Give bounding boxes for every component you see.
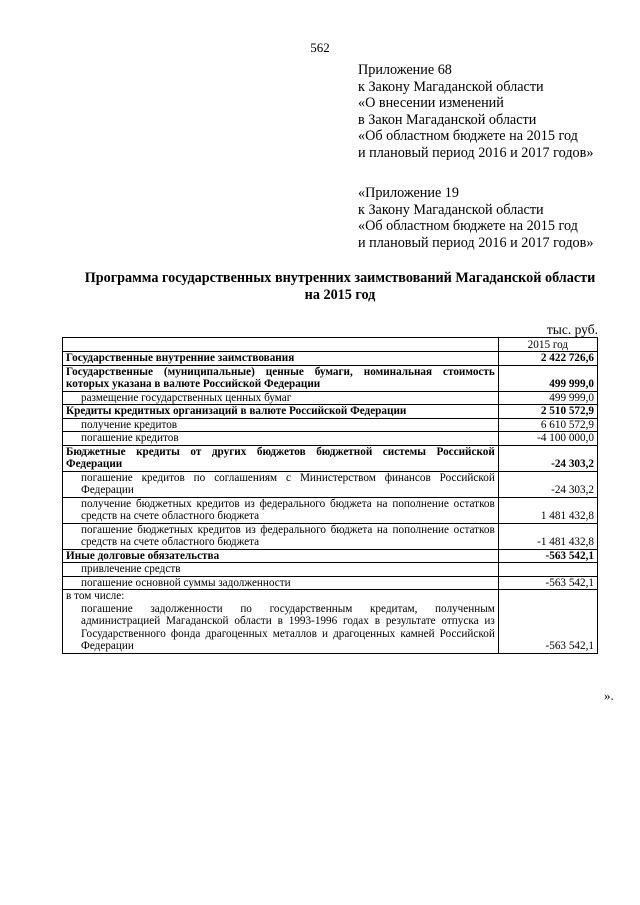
row-value: -24 303,2 <box>498 471 597 497</box>
appendix-line: «Об областном бюджете на 2015 год <box>358 128 578 144</box>
row-name: получение кредитов <box>63 418 499 432</box>
table-row <box>63 352 598 366</box>
table-row <box>63 432 598 446</box>
table-header-empty <box>63 338 499 352</box>
row-name: Бюджетные кредиты от других бюджетов бюджетной системы Российской Федерации <box>63 445 499 471</box>
appendix-line: «Приложение 19 <box>358 185 459 201</box>
row-intro: в том числе: <box>66 590 125 602</box>
row-value: -4 100 000,0 <box>498 432 597 446</box>
table-row <box>63 523 598 549</box>
row-value: 499 999,0 <box>498 365 597 391</box>
table-row <box>63 563 598 577</box>
row-name-compound <box>63 590 499 654</box>
units-label: тыс. руб. <box>546 322 598 337</box>
row-name: погашение кредитов <box>63 432 499 446</box>
table-row <box>63 445 598 471</box>
row-name: погашение бюджетных кредитов из федерального бюджета на пополнение остатков средств на счете областного бюджета <box>63 523 499 549</box>
appendix-line: в Закон Магаданской области <box>358 111 537 128</box>
row-name: Государственные внутренние заимствования <box>63 352 499 366</box>
row-value: -563 542,1 <box>498 576 597 590</box>
table-row <box>63 497 598 523</box>
table-header-year: 2015 год <box>498 338 597 352</box>
appendix-68-header <box>358 62 593 161</box>
row-name: Кредиты кредитных организаций в валюте Российской Федерации <box>63 405 499 419</box>
table-row <box>63 418 598 432</box>
row-name: погашение основной суммы задолженности <box>63 576 499 590</box>
appendix-line: и плановый период 2016 и 2017 годов» <box>358 144 594 161</box>
row-name: погашение задолженности по государственным кредитам, полученным администрацией Магаданской области в 1993-1996 годах в результате отпуска из Государственного фонда драгоценных металлов и драгоценных камней Российской Федерации <box>81 602 495 652</box>
table-row <box>63 576 598 590</box>
page-number: 562 <box>310 40 330 55</box>
row-value <box>498 563 597 577</box>
row-name: получение бюджетных кредитов из федерального бюджета на пополнение остатков средств на счете областного бюджета <box>63 497 499 523</box>
row-value: 2 510 572,9 <box>498 405 597 419</box>
title-line: на 2015 год <box>304 287 376 303</box>
row-value: 499 999,0 <box>498 391 597 405</box>
row-value: 1 481 432,8 <box>498 497 597 523</box>
row-value: 2 422 726,6 <box>498 352 597 366</box>
row-value: 6 610 572,9 <box>498 418 597 432</box>
appendix-line: к Закону Магаданской области <box>358 78 544 95</box>
appendix-line: «Об областном бюджете на 2015 год <box>358 218 578 234</box>
borrowing-program-table <box>62 337 598 654</box>
table-row <box>63 365 598 391</box>
row-value: -24 303,2 <box>498 445 597 471</box>
document-title <box>60 270 620 304</box>
appendix-line: «О внесении изменений <box>358 95 504 111</box>
table-row <box>63 471 598 497</box>
table-row <box>63 549 598 563</box>
row-name: привлечение средств <box>63 563 499 577</box>
row-name: размещение государственных ценных бумаг <box>63 391 499 405</box>
table-row <box>63 405 598 419</box>
table-header-row <box>63 338 598 352</box>
closing-quote-mark: ». <box>604 688 614 703</box>
row-name: погашение кредитов по соглашениям с Министерством финансов Российской Федерации <box>63 471 499 497</box>
row-value: -563 542,1 <box>498 590 597 654</box>
appendix-line: и плановый период 2016 и 2017 годов» <box>358 234 594 251</box>
row-value: -563 542,1 <box>498 549 597 563</box>
title-line: Программа государственных внутренних заимствований Магаданской области <box>84 270 596 286</box>
table-row <box>63 590 598 654</box>
appendix-line: к Закону Магаданской области <box>358 201 544 218</box>
appendix-19-header <box>358 185 593 251</box>
row-name: Государственные (муниципальные) ценные бумаги, номинальная стоимость которых указана в валюте Российской Федерации <box>63 365 499 391</box>
appendix-line: Приложение 68 <box>358 62 452 78</box>
row-name: Иные долговые обязательства <box>63 549 499 563</box>
table-row <box>63 391 598 405</box>
row-value: -1 481 432,8 <box>498 523 597 549</box>
